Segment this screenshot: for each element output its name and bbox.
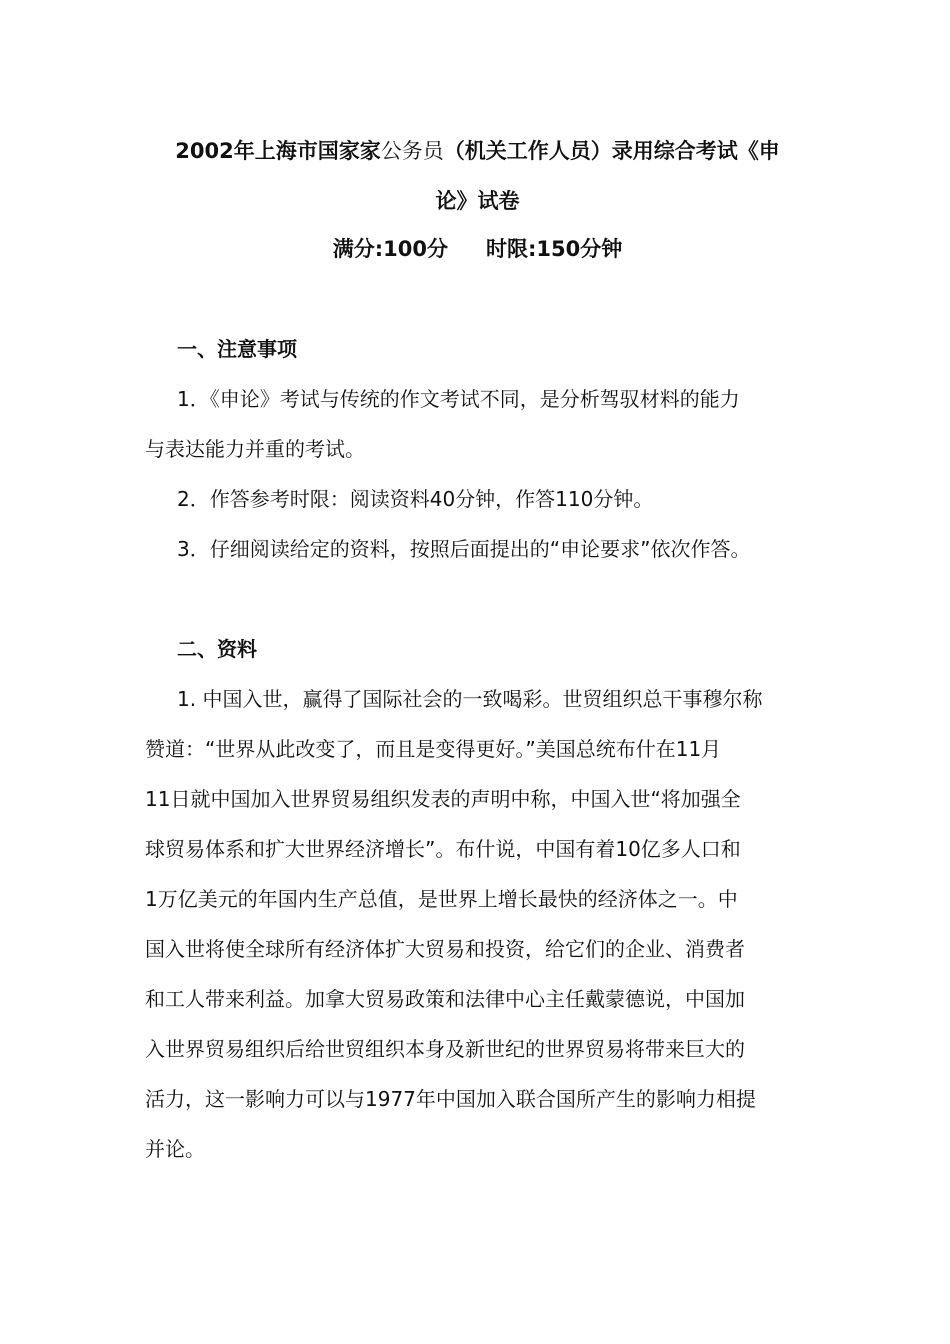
section-1-heading: 一、注意事项 bbox=[177, 337, 297, 361]
section-2-line: 球贸易体系和扩大世界经济增长”。布什说，中国有着10亿多人口和 bbox=[145, 837, 741, 861]
title-segment-bold-b: （机关工作人员）录用综合考试《申 bbox=[443, 139, 780, 163]
exam-info bbox=[145, 234, 810, 264]
section-2-line: 国入世将使全球所有经济体扩大贸易和投资，给它们的企业、消费者 bbox=[145, 937, 745, 961]
title-segment-bold-a: 2002年上海市国家家 bbox=[175, 139, 381, 163]
section-1-line: 3．仔细阅读给定的资料，按照后面提出的“申论要求”依次作答。 bbox=[177, 537, 751, 561]
section-2-line: 入世界贸易组织后给世贸组织本身及新世纪的世界贸易将带来巨大的 bbox=[145, 1037, 745, 1061]
title-segment-normal: 公务员 bbox=[380, 139, 444, 163]
section-1-line: 与表达能力并重的考试。 bbox=[145, 437, 365, 461]
section-2-line: 11日就中国加入世界贸易组织发表的声明中称，中国入世“将加强全 bbox=[145, 787, 741, 811]
document-title-line-1 bbox=[145, 136, 810, 166]
section-2-line: 和工人带来利益。加拿大贸易政策和法律中心主任戴蒙德说，中国加 bbox=[145, 987, 745, 1011]
section-2-heading: 二、资料 bbox=[177, 637, 257, 661]
section-1-line: 2．作答参考时限：阅读资料40分钟，作答110分钟。 bbox=[177, 487, 654, 511]
section-2-line: 活力，这一影响力可以与1977年中国加入联合国所产生的影响力相提 bbox=[145, 1087, 756, 1111]
section-2-line: 并论。 bbox=[145, 1137, 205, 1161]
section-2-line: 1万亿美元的年国内生产总值，是世界上增长最快的经济体之一。中 bbox=[145, 887, 738, 911]
section-2-line: 1. 中国入世，赢得了国际社会的一致喝彩。世贸组织总干事穆尔称 bbox=[177, 687, 763, 711]
score-label: 满分:100分 bbox=[332, 237, 448, 261]
section-1-line: 1．《申论》考试与传统的作文考试不同，是分析驾驭材料的能力 bbox=[177, 387, 740, 411]
document-title-line-2: 论》试卷 bbox=[435, 189, 520, 213]
section-2-line: 赞道：“世界从此改变了，而且是变得更好。”美国总统布什在11月 bbox=[145, 737, 722, 761]
time-limit-label: 时限:150分钟 bbox=[486, 237, 623, 261]
